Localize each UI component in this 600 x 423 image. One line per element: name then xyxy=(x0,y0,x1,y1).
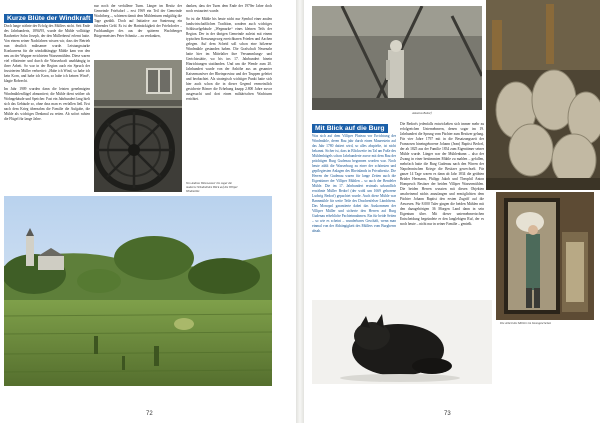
left-page xyxy=(0,0,296,423)
right-top-caption: Antonius Bedorf xyxy=(412,111,432,115)
right-photo-caption: Die Arbeit des Müllers im Innengeschehen xyxy=(500,321,552,325)
right-page xyxy=(304,0,600,423)
left-photo-caption: Von Andrea Weisswasser bis sogar die moderne Windmühlen Blick auf die Villiper Windmühle xyxy=(186,181,238,193)
left-column-2 xyxy=(94,4,182,58)
left-col2-paragraph-1: nur noch der verfallene Turm. Länger im Besitz der Gemeinde Frielsdorf – erst 1969 ein Teil der Gemeinde Wachtberg –, schienen damit dem Mühlenturm endgültig die Tage gezählt. Doch auf Initiative zur Sanierung ein führendes Geld. Es ist der Hartnäckigkeit der Frielsdorfer – Fachkundiger des aus der späteren Wachtberger Bürgermeisters Peter Schmitz – zu verdanken, xyxy=(94,4,182,38)
landscape-windmill-photo xyxy=(4,196,272,386)
grain-sacks-photo xyxy=(486,0,600,190)
miller-photo xyxy=(312,6,482,110)
right-col2-paragraph-1: Die Bedorfs jedenfalls entwickelten sich immer mehr zu erfolgreichen Unternehmern, denen sogar im 19. Jahrhundert die Sprung vom Pächter zum Besitzer gelang. Für vier Jahre 1797 mit in die Besatzungszeit der Franzosen hineingeborene Johann (Jean) Baptist Bedorf, der ab 1825 aus der Familie 1834 zum Eigentümer seiner Mühle wurde. Länger war der Mühlenbann – also der Zwang in einer bestimmten Mühle zu mahlen – gefallen, mehrfach hatte die Burg Gudenau nach den Wirren der Napoleonischen Kriege die Besitzer gewechselt. Für ganze 14 Tage waren es dann ab Jahr 1834 die geübten Brüder Hermann, Philipp Jakob und Theophil Anton Hompesch Besitzer der beiden Villiper Wassermühlen. Die beiden Herren wussten mit diesen Objekten anscheinend nichts anzufangen und ermöglichten dem Pächter Johann Baptist den ersten Zugriff auf die Anwesen. Für 8.000 Taler gingen die beiden Mühlen mit den dazugehörigen 36 Morgen Land dann in sein Eigentum über. Mit dieser unternehmerischen Entscheidung begründete er den langlebigen Ruf, der es noch heute – nicht nur in seiner Familie – genießt. xyxy=(400,122,484,226)
left-col3-paragraph-2: So ist die Mühle bis heute nicht nur Symbol einer analen landwirtschaftlichen Tradition, sondern auch wichtiges Schlüsselgebäude „Wegmarke“ eines kleinen Teils der Region. Der in der übrigen Gemeinde zuletzt mit einem typischen Kreuzungsweg erreichbaren Frieden und Aachen gelegen. Auf dem Scheid soll schon eine hölzerne Windmühle gestanden haben. Die Grafschaft Neuenahr hatte hier im Mittelalter ihre Versammlungs- und Gerichtsstätte, wo bis ins 17. Jahrhundert hinein Hinrichtungen stattfanden. Und um die Wende zum 20. Jahrhundert wurde von der Anhöhe aus an gesamter Kaisermanöver der Rheinprovinz und der Truppen geleitet und beobachtet. Als strategisch wichtiger Punkt hatte sich hier auch schon die in dieser Gegend vermeintlich gesicherte Römer die Erhebung knapp 2.800 Jahre zuvor ausgesucht und dort einen militärischen Wachturm errichtet. xyxy=(186,16,272,101)
left-col3-paragraph-1: danken, dass der Turm dem Ende der 1970er Jahre doch noch restauriert wurde. xyxy=(186,4,272,13)
black-cat-photo xyxy=(312,300,492,384)
right-page-number: 73 xyxy=(444,411,451,417)
miller-door-photo xyxy=(496,192,594,320)
right-page-heading: Mit Blick auf die Burg xyxy=(312,124,388,133)
left-column-3 xyxy=(186,4,272,180)
mill-wheel-photo xyxy=(94,60,182,192)
left-col1-paragraph-1: Doch lange währte der Erfolg des Müllers nicht. Seit Ende des Jahrhunderts, 1894/95, wurde die Mühle volltätige Rauhreiter Sohn Joseph, der den Müllerberuf erlernt hatte. Von einem seiner Nachfahren wissen wir, dass der Betrieb nun deutlich mühsamer wurde. Leistungsstarke Konkurrenz für die windabhängige Mühle kam von den neu an der Wupper errichteten Wassermühlen. Diese waren viel effizienter und durch die Wasserkraft unabhängig in ihrer Arbeit. So war in der Region auch ein Spruch der frustrierten Müller verbreitet: „Habe ich Wind, so habe ich kein Korn, und habe ich Korn, so habe ich keinen Wind“, klagte Robrecht. xyxy=(4,24,90,83)
right-col1-paragraph-1: Was sich auf dem Villiper Plateau vor Errichtung der Windmühle, deren Bau jahr durch einen Mauerstein auf das Jahr 1780 datiert wird, so alles abspielte, ist nicht bekannt. Sicher ist, dass in Blickweite im Tal am Fuße des Mühlenhügels schon Jahrhunderte zuvor mit dem Bau der prächtigen Burg Gudenau begonnen worden war. Noch heute zählt die Wasserburg zu einer der schönsten und gepflegtesten Anlagen des Rheinlands in Privatbesitz. Die Herren der Gudenau waren für lange Zeiten auch die Eigentümer der Villiper Mühlen – so auch der Bendeler Mühle. Die im 17. Jahrhundert erstmals urkundlich erwähnte Müller Bedorf (der wohl um 1669 geborene Ludwig Bedorf) gepachtet wurde. Auch diese Mühle war Bannmühle für weite Teile des Drachenfelser Ländchens. Das Monopol garantierte dabei das Auskommen der Villiper Müller und sicherte den Herren auf Burg Gudenau erhebliche Pachteinnahmen. Ein für beide Seiten – so wie es scheint – wunderbares Geschäft, wenn man einmal von der Abhängigkeit des Müllers vom Burgherrn absah. xyxy=(312,134,396,233)
left-page-heading: Kurze Blüte der Windkraft xyxy=(4,14,93,23)
book-gutter xyxy=(296,0,304,423)
left-page-number: 72 xyxy=(146,411,153,417)
left-column-1 xyxy=(4,24,90,194)
left-col1-paragraph-2: Im Jahr 1909 wurden dann die letzten genehmigten Windmühlenflügel abmontiert; die Mühle dient seither als Wohngebäude und Speicher. Fast ein Jahrhundert lang hielt sich das Gebäude so, ohne dass man es verfallen ließ. Erst nach dem Krieg übernahm die Familie die Aufgabe, die Mühle als wichtiges Denkmal zu retten. Ab sofort ruhten die Flügel für lange Jahre. xyxy=(4,86,90,121)
